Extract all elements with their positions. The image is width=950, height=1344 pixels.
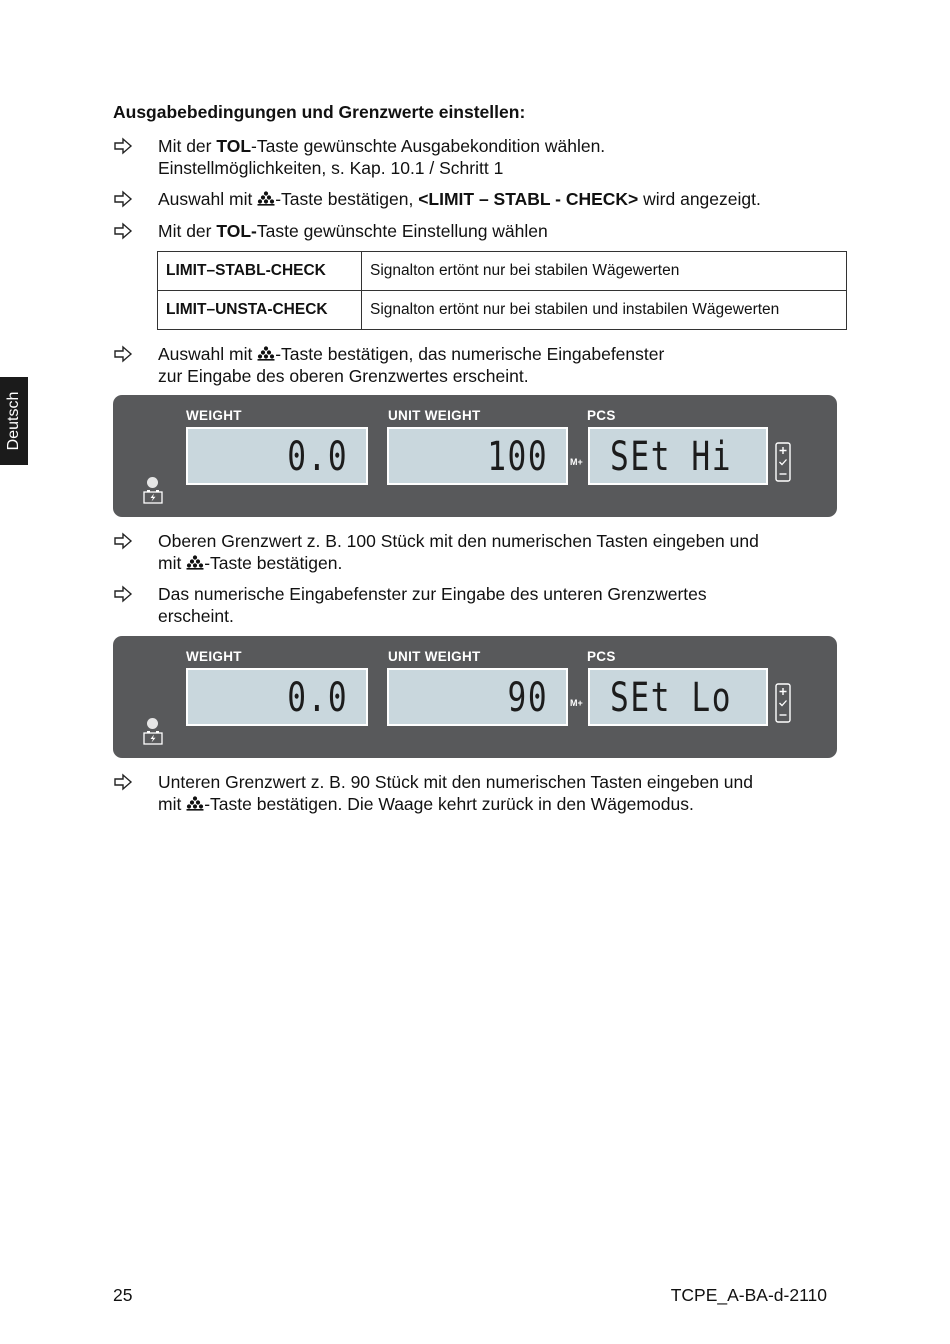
stability-indicator — [147, 477, 158, 488]
pcs-label: PCS — [587, 408, 616, 423]
step-select-setting: Mit der TOL-Taste gewünschte Einstellung wählen — [113, 220, 833, 242]
weight-lcd — [186, 427, 368, 485]
arrow-bullet-icon — [113, 344, 133, 364]
unit-weight-lcd — [387, 668, 568, 726]
tare-pyramid-key-icon — [186, 796, 204, 811]
language-side-tab — [0, 377, 28, 465]
weight-lcd — [186, 668, 368, 726]
table-row — [158, 291, 847, 330]
setting-cell: LIMIT–STABL-CHECK — [158, 252, 362, 291]
step-confirm-upper-limit-window: Auswahl mit -Taste bestätigen, das numerische Eingabefenster zur Eingabe des oberen Grenzwertes erscheint. — [113, 343, 833, 387]
side-tab-label: Deutsch — [5, 391, 22, 451]
tare-pyramid-key-icon — [257, 191, 275, 206]
pcs-lcd — [588, 668, 768, 726]
arrow-bullet-icon — [113, 136, 133, 156]
arrow-bullet-icon — [113, 189, 133, 209]
page-number: 25 — [113, 1285, 133, 1305]
unit-weight-lcd — [387, 427, 568, 485]
weight-value: 0.0 — [286, 675, 348, 721]
arrow-bullet-icon — [113, 584, 133, 604]
weight-value: 0.0 — [286, 434, 348, 480]
unit-weight-value: 90 — [507, 675, 548, 721]
battery-charge-icon — [143, 490, 163, 504]
pcs-lcd — [588, 427, 768, 485]
description-cell: Signalton ertönt nur bei stabilen Wägewerten — [362, 252, 847, 291]
setting-cell: LIMIT–UNSTA-CHECK — [158, 291, 362, 330]
arrow-bullet-icon — [113, 531, 133, 551]
weight-label: WEIGHT — [186, 408, 242, 423]
table-row — [158, 252, 847, 291]
section-heading: Ausgabebedingungen und Grenzwerte einstellen: — [113, 102, 526, 122]
tare-pyramid-key-icon — [186, 555, 204, 570]
tolerance-indicator-icon — [775, 683, 791, 723]
step-lower-limit-window: Das numerische Eingabefenster zur Eingabe des unteren Grenzwertes erscheint. — [113, 583, 833, 627]
pcs-value: SEt Lo — [610, 675, 733, 721]
step-enter-lower-limit: Unteren Grenzwert z. B. 90 Stück mit den numerischen Tasten eingeben und mit -Taste bestätigen. Die Waage kehrt zurück in den Wägemodus. — [113, 771, 833, 815]
step-confirm-selection: Auswahl mit -Taste bestätigen, <LIMIT – STABL - CHECK> wird angezeigt. — [113, 188, 833, 210]
memory-plus-indicator: M+ — [570, 698, 583, 708]
unit-weight-value: 100 — [486, 434, 548, 480]
unit-weight-label: UNIT WEIGHT — [388, 649, 481, 664]
check-options-table — [157, 251, 847, 330]
pcs-value: SEt Hi — [610, 434, 733, 480]
arrow-bullet-icon — [113, 772, 133, 792]
step-select-output-condition: Mit der TOL-Taste gewünschte Ausgabekondition wählen. Einstellmöglichkeiten, s. Kap. 10.1 / Schritt 1 — [113, 135, 833, 179]
battery-charge-icon — [143, 731, 163, 745]
description-cell: Signalton ertönt nur bei stabilen und instabilen Wägewerten — [362, 291, 847, 330]
step-enter-upper-limit: Oberen Grenzwert z. B. 100 Stück mit den numerischen Tasten eingeben und mit -Taste bestätigen. — [113, 530, 833, 574]
unit-weight-label: UNIT WEIGHT — [388, 408, 481, 423]
tare-pyramid-key-icon — [257, 346, 275, 361]
document-id: TCPE_A-BA-d-2110 — [670, 1285, 827, 1305]
weight-label: WEIGHT — [186, 649, 242, 664]
memory-plus-indicator: M+ — [570, 457, 583, 467]
pcs-label: PCS — [587, 649, 616, 664]
arrow-bullet-icon — [113, 221, 133, 241]
tolerance-indicator-icon — [775, 442, 791, 482]
scale-display-upper-limit — [113, 395, 837, 517]
scale-display-lower-limit — [113, 636, 837, 758]
stability-indicator — [147, 718, 158, 729]
